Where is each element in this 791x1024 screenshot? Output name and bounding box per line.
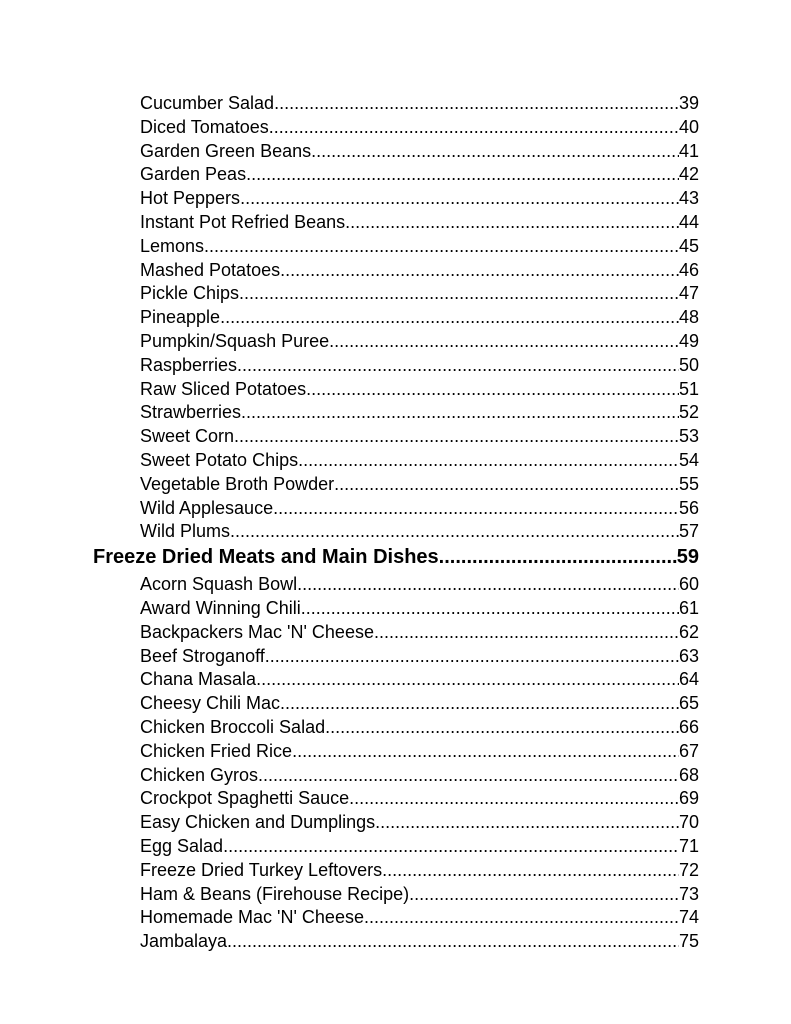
toc-entry-title: Award Winning Chili [140,597,301,618]
dot-leader [292,741,679,762]
dot-leader [409,884,679,905]
toc-entry-title: Chana Masala [140,669,257,690]
toc-entry-page-number: 68 [678,764,699,785]
toc-entry[interactable] [0,860,699,884]
toc-entry[interactable] [0,355,699,379]
toc-entry[interactable] [0,598,699,622]
toc-entry-page-number: 54 [678,449,699,470]
toc-entry-page-number: 46 [678,259,699,280]
dot-leader [375,812,679,833]
toc-entry-page-number: 53 [678,426,699,447]
toc-entry[interactable] [0,164,699,188]
toc-entry-title: Chicken Broccoli Salad [140,716,326,737]
toc-entry-title: Garden Green Beans [140,140,312,161]
toc-entry-page-number: 69 [678,788,699,809]
dot-leader [246,164,679,185]
toc-entry[interactable] [0,450,699,474]
toc-entry-title: Vegetable Broth Powder [140,473,335,494]
table-of-contents [0,93,791,955]
dot-leader [273,498,679,519]
toc-entry-page-number: 74 [678,907,699,928]
dot-leader [280,693,679,714]
toc-entry-page-number: 39 [678,93,699,113]
toc-entry[interactable] [0,474,699,498]
toc-entry-title: Cucumber Salad [140,93,275,113]
toc-entry-title: Garden Peas [140,164,247,185]
toc-entry-page-number: 71 [678,835,699,856]
dot-leader [220,307,679,328]
toc-entry-page-number: 59 [676,546,699,569]
toc-entry[interactable] [0,669,699,693]
toc-entry-title: Raw Sliced Potatoes [140,378,307,399]
toc-entry-title: Mashed Potatoes [140,259,281,280]
toc-entry-title: Raspberries [140,354,238,375]
toc-entry-title: Freeze Dried Meats and Main Dishes [93,546,439,569]
toc-entry-title: Diced Tomatoes [140,116,269,137]
toc-entry[interactable] [0,717,699,741]
toc-entry-title: Hot Peppers [140,188,241,209]
toc-entry-page-number: 63 [678,645,699,666]
dot-leader [240,188,679,209]
toc-entry[interactable] [0,931,699,955]
dot-leader [230,521,679,542]
toc-entry[interactable] [0,622,699,646]
toc-entry[interactable] [0,812,699,836]
toc-entry[interactable] [0,765,699,789]
toc-entry-page-number: 40 [678,116,699,137]
toc-entry[interactable] [0,141,699,165]
toc-entry-title: Wild Plums [140,521,231,542]
toc-entry-title: Ham & Beans (Firehouse Recipe) [140,883,410,904]
dot-leader [265,646,679,667]
dot-leader [345,212,679,233]
toc-entry[interactable] [0,836,699,860]
toc-entry-page-number: 64 [678,669,699,690]
toc-entry-page-number: 51 [678,378,699,399]
toc-entry[interactable] [0,212,699,236]
toc-entry[interactable] [0,307,699,331]
toc-entry-title: Pumpkin/Squash Puree [140,330,330,351]
toc-entry[interactable] [0,788,699,812]
dot-leader [349,788,679,809]
dot-leader [311,141,679,162]
toc-entry-title: Sweet Potato Chips [140,449,299,470]
toc-entry-title: Easy Chicken and Dumplings [140,812,376,833]
dot-leader [269,117,679,138]
toc-entry-page-number: 42 [678,164,699,185]
toc-entry[interactable] [0,283,699,307]
toc-entry-page-number: 52 [678,402,699,423]
toc-entry-title: Strawberries [140,402,242,423]
toc-entry-page-number: 57 [678,521,699,542]
toc-entry-page-number: 44 [678,211,699,232]
toc-section-heading[interactable] [0,546,699,574]
toc-entry[interactable] [0,498,699,522]
toc-entry-title: Instant Pot Refried Beans [140,211,346,232]
dot-leader [204,236,679,257]
toc-entry[interactable] [0,693,699,717]
toc-entry-page-number: 62 [678,621,699,642]
dot-leader [237,355,679,376]
toc-entry-page-number: 47 [678,283,699,304]
toc-entry[interactable] [0,117,699,141]
toc-entry-title: Wild Applesauce [140,497,274,518]
dot-leader [306,379,679,400]
toc-entry-page-number: 48 [678,307,699,328]
toc-entry-page-number: 67 [678,740,699,761]
toc-entry[interactable] [0,188,699,212]
toc-entry-title: Crockpot Spaghetti Sauce [140,788,350,809]
toc-entry-title: Lemons [140,235,205,256]
toc-entry-title: Backpackers Mac 'N' Cheese [140,621,374,642]
toc-entry-title: Pickle Chips [140,283,240,304]
dot-leader [227,931,679,952]
toc-entry-title: Chicken Fried Rice [140,740,293,761]
dot-leader [374,622,679,643]
dot-leader [439,546,677,569]
dot-leader [239,283,679,304]
toc-entry[interactable] [0,646,699,670]
toc-entry-title: Beef Stroganoff [140,645,265,666]
toc-entry-title: Cheesy Chili Mac [140,693,281,714]
toc-entry[interactable] [0,426,699,450]
toc-entry-title: Jambalaya [140,931,228,952]
dot-leader [234,426,679,447]
toc-entry-title: Egg Salad [140,835,224,856]
toc-entry[interactable] [0,521,699,545]
dot-leader [223,836,679,857]
toc-entry-page-number: 61 [678,597,699,618]
toc-entry-page-number: 65 [678,693,699,714]
toc-entry-page-number: 72 [678,859,699,880]
dot-leader [298,450,679,471]
toc-entry-page-number: 45 [678,235,699,256]
toc-entry-page-number: 73 [678,883,699,904]
dot-leader [334,474,679,495]
toc-entry[interactable] [0,260,699,284]
toc-entry[interactable] [0,402,699,426]
toc-entry-page-number: 75 [678,931,699,952]
toc-entry-title: Acorn Squash Bowl [140,574,298,595]
toc-entry-title: Sweet Corn [140,426,235,447]
toc-entry[interactable] [0,236,699,260]
toc-entry[interactable] [0,574,699,598]
toc-entry-page-number: 49 [678,330,699,351]
dot-leader [329,331,679,352]
dot-leader [256,669,679,690]
toc-entry-page-number: 70 [678,812,699,833]
toc-entry-page-number: 60 [678,574,699,595]
dot-leader [280,260,679,281]
toc-entry[interactable] [0,331,699,355]
dot-leader [382,860,679,881]
toc-entry-page-number: 56 [678,497,699,518]
toc-entry-page-number: 43 [678,188,699,209]
toc-entry[interactable] [0,93,699,117]
dot-leader [297,574,679,595]
toc-entry[interactable] [0,741,699,765]
dot-leader [241,402,679,423]
toc-entry-page-number: 41 [678,140,699,161]
toc-entry[interactable] [0,907,699,931]
dot-leader [325,717,679,738]
toc-entry[interactable] [0,884,699,908]
dot-leader [274,93,679,114]
dot-leader [301,598,679,619]
toc-entry-title: Pineapple [140,307,221,328]
toc-entry[interactable] [0,379,699,403]
dot-leader [364,907,679,928]
toc-entry-page-number: 55 [678,473,699,494]
toc-entry-title: Chicken Gyros [140,764,259,785]
dot-leader [258,765,679,786]
toc-entry-title: Homemade Mac 'N' Cheese [140,907,364,928]
toc-entry-page-number: 66 [678,716,699,737]
toc-entry-page-number: 50 [678,354,699,375]
toc-entry-title: Freeze Dried Turkey Leftovers [140,859,383,880]
